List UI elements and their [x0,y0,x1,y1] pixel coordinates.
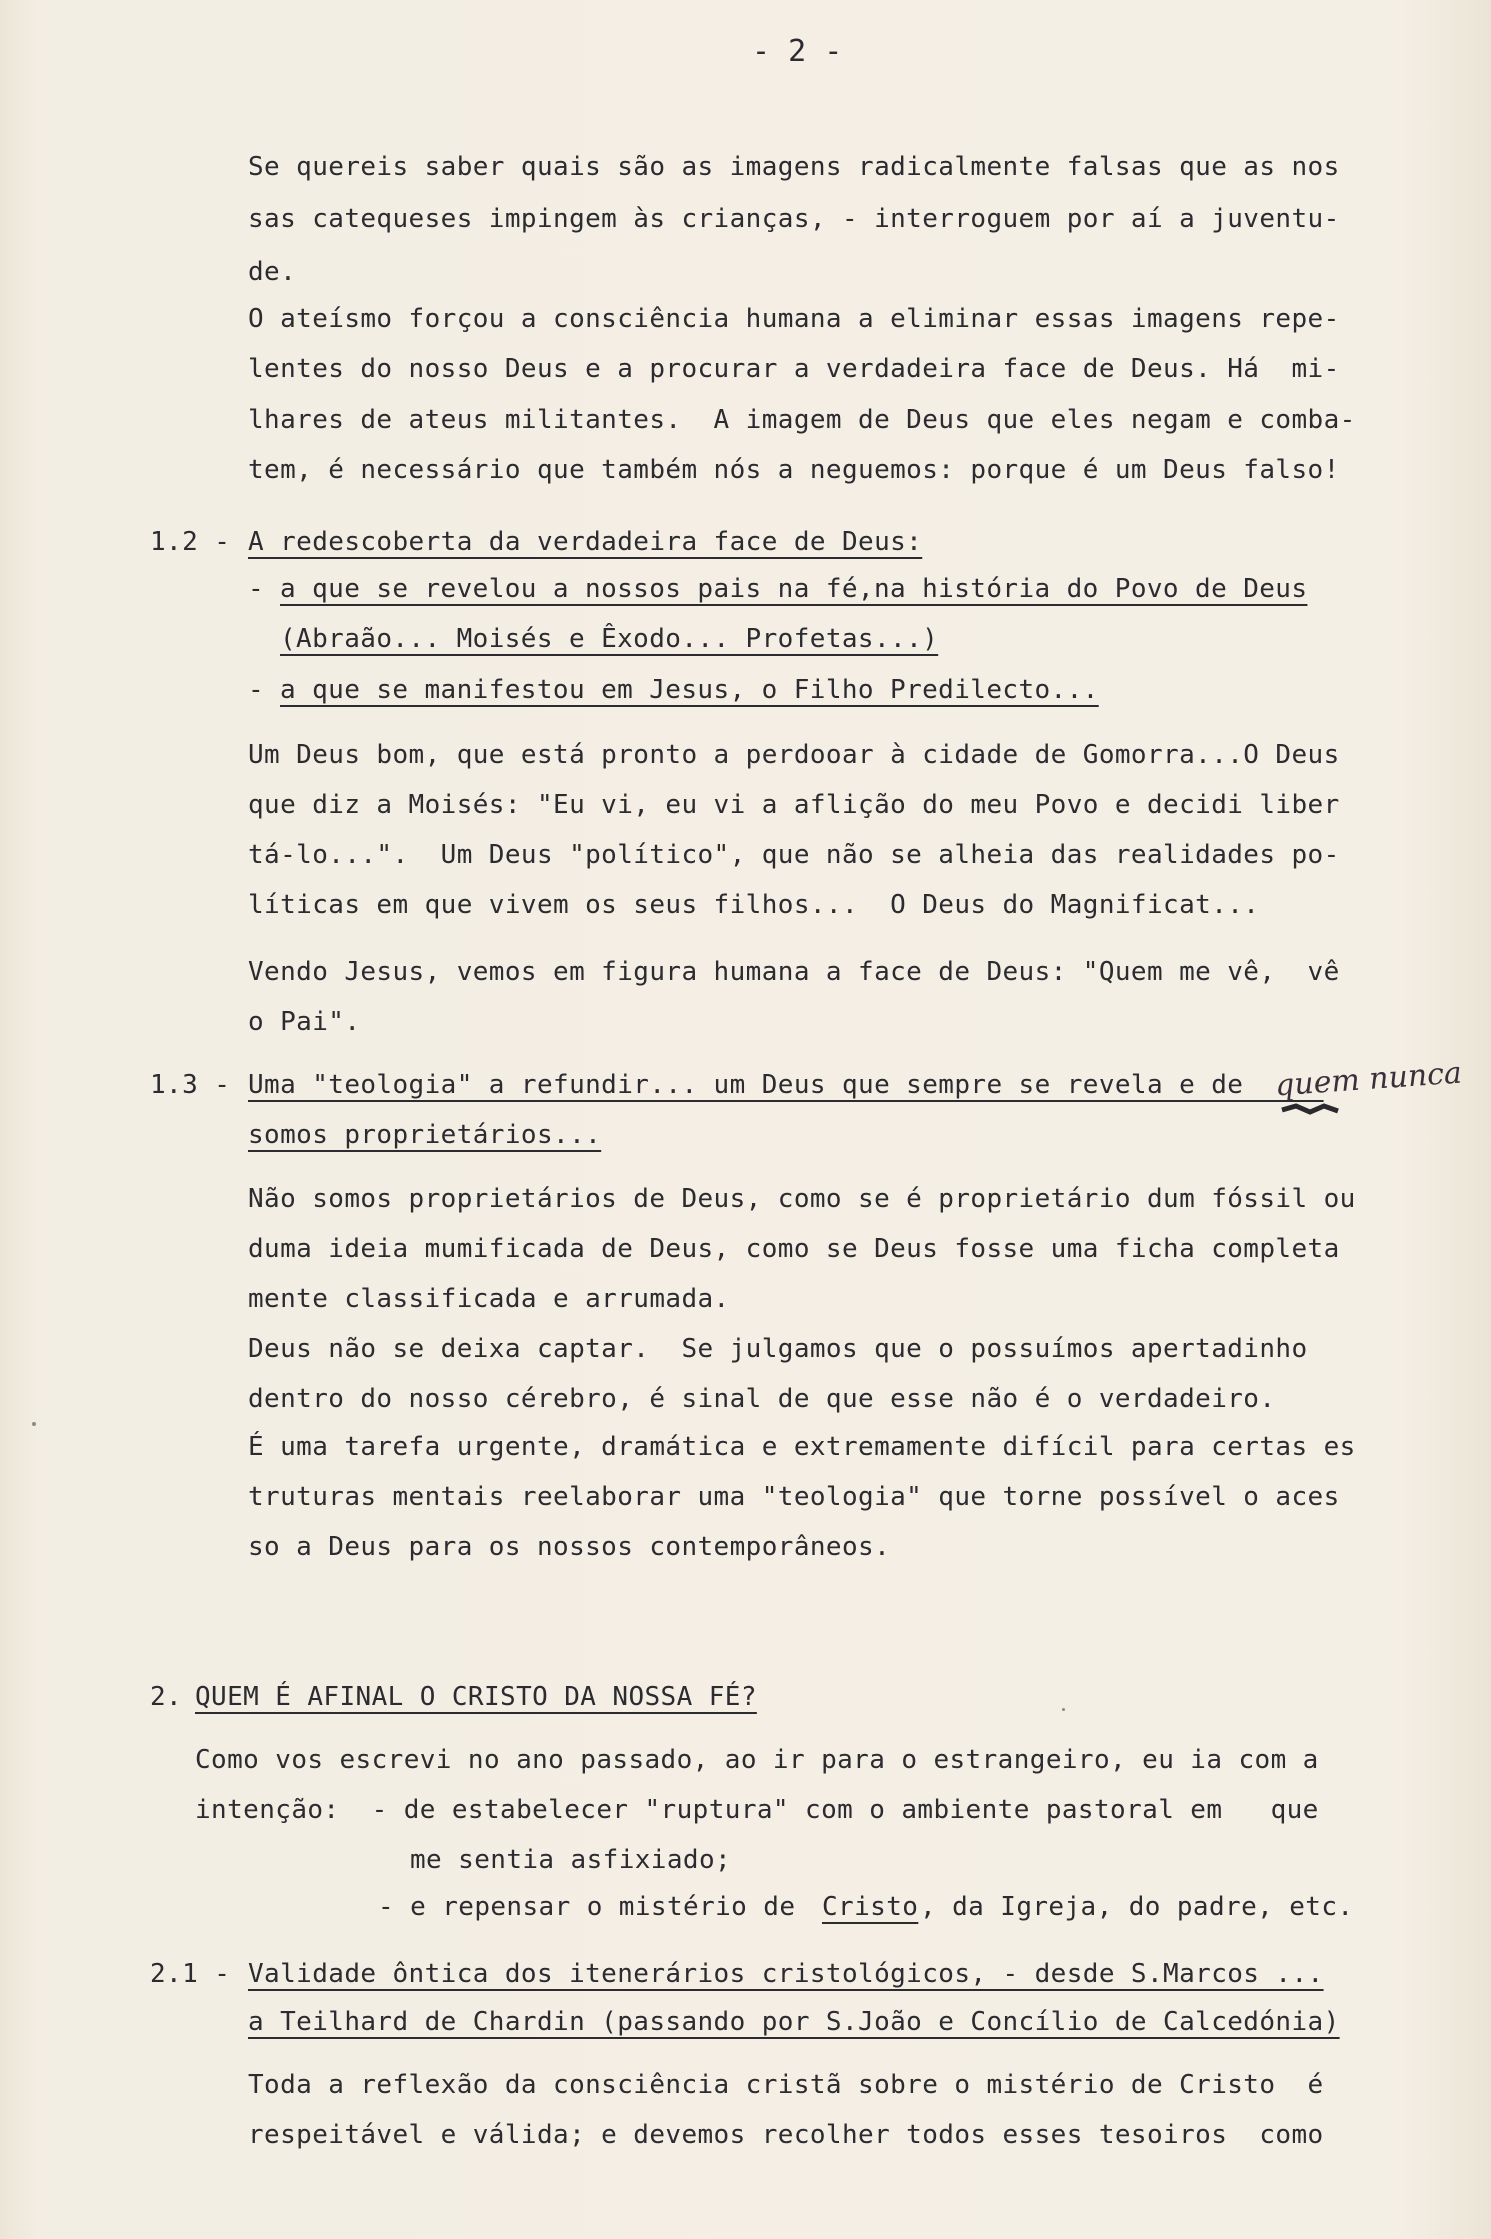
text-line: Toda a reflexão da consciência cristã sobre o mistério de Cristo é [248,2070,1324,2100]
paper-speck [32,1422,36,1426]
text-line: o Pai". [248,1007,361,1037]
text-line: mente classificada e arrumada. [248,1284,730,1314]
text-line: O ateísmo forçou a consciência humana a eliminar essas imagens repe- [248,304,1340,334]
text-line: lhares de ateus militantes. A imagem de Deus que eles negam e comba- [248,405,1356,435]
text-line: É uma tarefa urgente, dramática e extremamente difícil para certas es [248,1432,1356,1462]
text-line: que diz a Moisés: "Eu vi, eu vi a aflição do meu Povo e decidi liber [248,790,1340,820]
text-line: a que se manifestou em Jesus, o Filho Predilecto... [280,675,1099,705]
text-line: Cristo [822,1892,919,1922]
text-line: me sentia asfixiado; [410,1845,732,1875]
text-line: - [248,675,281,705]
text-line: so a Deus para os nossos contemporâneos. [248,1532,891,1562]
text-line: líticas em que vivem os seus filhos... O Deus do Magnificat... [248,890,1260,920]
text-line: tem, é necessário que também nós a neguemos: porque é um Deus falso! [248,455,1340,485]
text-line: QUEM É AFINAL O CRISTO DA NOSSA FÉ? [195,1682,757,1712]
text-line: A redescoberta da verdadeira face de Deus: [248,527,923,557]
strikethrough-scribble [1278,1100,1348,1120]
text-line: , da Igreja, do padre, etc. [920,1892,1354,1922]
text-line: de. [248,257,297,287]
text-line: lentes do nosso Deus e a procurar a verdadeira face de Deus. Há mi- [248,354,1340,384]
text-line: 1.2 - [150,527,247,557]
text-line: tá-lo...". Um Deus "político", que não se alheia das realidades po- [248,840,1340,870]
page-number: - 2 - [752,34,843,69]
text-line: 1.3 - [150,1070,247,1100]
text-line: a Teilhard de Chardin (passando por S.João e Concílio de Calcedónia) [248,2007,1340,2037]
paper-speck [1062,1708,1065,1711]
text-line: sas catequeses impingem às crianças, - interroguem por aí a juventu- [248,204,1340,234]
text-line: truturas mentais reelaborar uma "teologia" que torne possível o aces [248,1482,1340,1512]
text-line: (Abraão... Moisés e Êxodo... Profetas...) [280,624,939,654]
handwritten-annotation: quem nunca [1274,1055,1463,1104]
text-line: Um Deus bom, que está pronto a perdooar à cidade de Gomorra...O Deus [248,740,1340,770]
text-line: Validade ôntica dos itenerários cristológicos, - desde S.Marcos ... [248,1959,1324,1989]
text-line: a que se revelou a nossos pais na fé,na história do Povo de Deus [280,574,1308,604]
text-line: 2. [150,1682,199,1712]
text-line: - [248,574,281,604]
text-line: duma ideia mumificada de Deus, como se Deus fosse uma ficha completa [248,1234,1340,1264]
text-line: - e repensar o mistério de [378,1892,812,1922]
text-line: somos proprietários... [248,1120,602,1150]
text-line: respeitável e válida; e devemos recolher todos esses tesoiros como [248,2120,1324,2150]
text-line: 2.1 - [150,1959,247,1989]
text-line: Deus não se deixa captar. Se julgamos que o possuímos apertadinho [248,1334,1308,1364]
text-line: dentro do nosso cérebro, é sinal de que esse não é o verdadeiro. [248,1384,1276,1414]
text-line: intenção: - de estabelecer "ruptura" com o ambiente pastoral em que [195,1795,1319,1825]
text-line: Como vos escrevi no ano passado, ao ir para o estrangeiro, eu ia com a [195,1745,1319,1775]
text-line: Se quereis saber quais são as imagens radicalmente falsas que as nos [248,152,1340,182]
text-line: Não somos proprietários de Deus, como se é proprietário dum fóssil ou [248,1184,1356,1214]
text-line: Vendo Jesus, vemos em figura humana a face de Deus: "Quem me vê, vê [248,957,1340,987]
text-line: Uma "teologia" a refundir... um Deus que sempre se revela e de [248,1070,1324,1100]
